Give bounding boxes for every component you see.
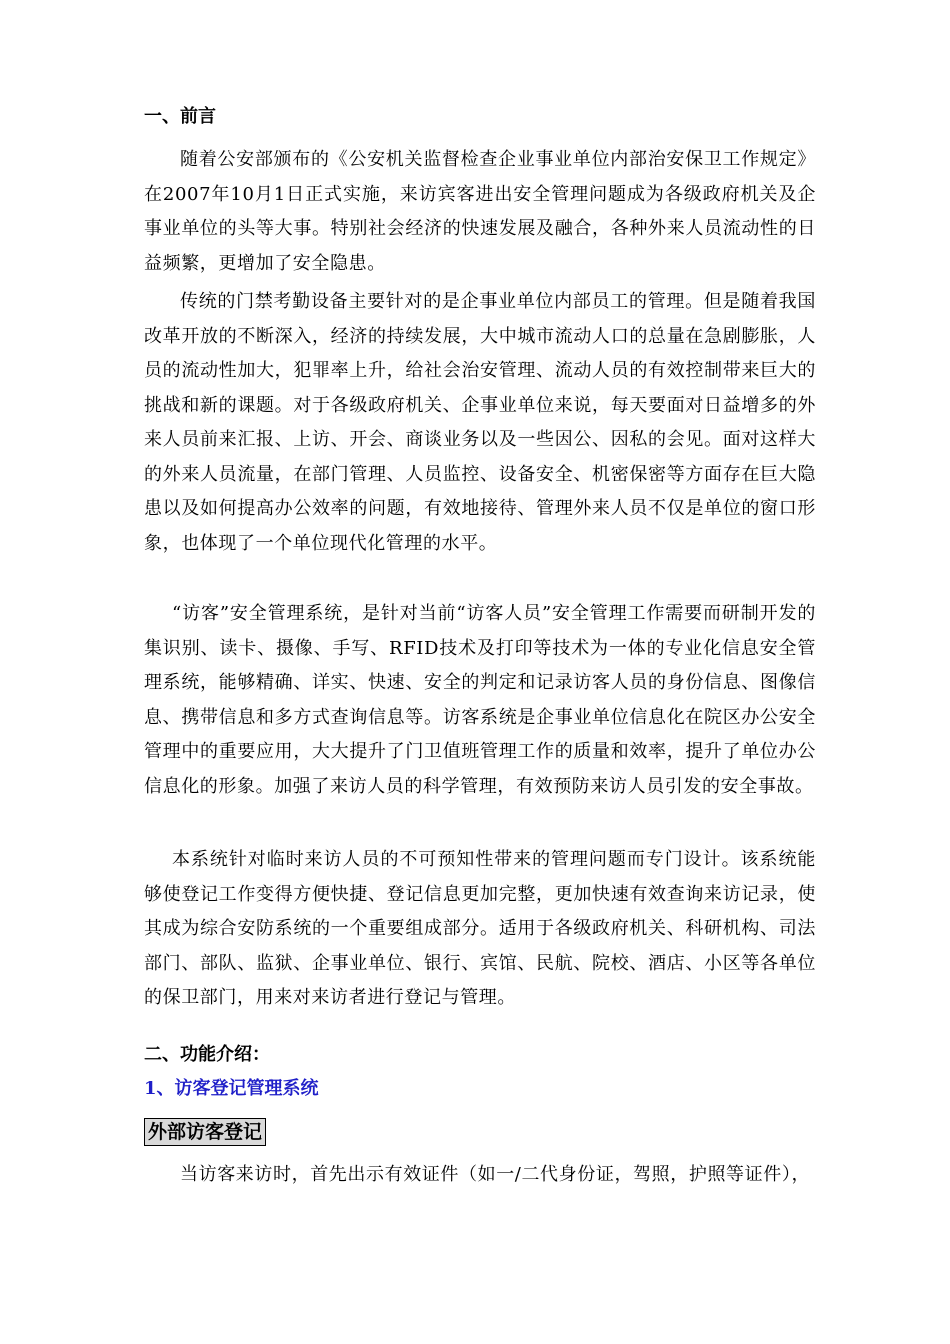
paragraph-preface-4: 本系统针对临时来访人员的不可预知性带来的管理问题而专门设计。该系统能够使登记工作变得方便快捷、登记信息更加完整，更加快速有效查询来访记录，使其成为综合安防系统的一个重要组成部分。适用于各级政府机关、科研机构、司法部门、部队、监狱、企事业单位、银行、宾馆、民航、院校、酒店、小区等各单位的保卫部门，用来对来访者进行登记与管理。 <box>144 849 816 1008</box>
section-title-features: 二、功能介绍： <box>144 1044 270 1065</box>
subsection-title-visitor-registration: 1、访客登记管理系统 <box>144 1078 319 1099</box>
paragraph-visitor-procedure: 当访客来访时，首先出示有效证件（如一/二代身份证，驾照，护照等证件）， <box>180 1164 811 1185</box>
paragraph-preface-1: 随着公安部颁布的《公安机关监督检查企业事业单位内部治安保卫工作规定》在2007年10月1日正式实施，来访宾客进出安全管理问题成为各级政府机关及企事业单位的头等大事。特别社会经济的快速发展及融合，各种外来人员流动性的日益频繁，更增加了安全隐患。 <box>144 149 816 274</box>
section-title-preface: 一、前言 <box>144 106 216 127</box>
paragraph-preface-2: 传统的门禁考勤设备主要针对的是企事业单位内部员工的管理。但是随着我国改革开放的不断深入，经济的持续发展，大中城市流动人口的总量在急剧膨胀，人员的流动性加大，犯罪率上升，给社会治安管理、流动人员的有效控制带来巨大的挑战和新的课题。对于各级政府机关、企事业单位来说，每天要面对日益增多的外来人员前来汇报、上访、开会、商谈业务以及一些因公、因私的会见。面对这样大的外来人员流量，在部门管理、人员监控、设备安全、机密保密等方面存在巨大隐患以及如何提高办公效率的问题，有效地接待、管理外来人员不仅是单位的窗口形象，也体现了一个单位现代化管理的水平。 <box>144 291 816 554</box>
paragraph-preface-3: “访客”安全管理系统，是针对当前“访客人员”安全管理工作需要而研制开发的集识别、读卡、摄像、手写、RFID技术及打印等技术为一体的专业化信息安全管理系统，能够精确、详实、快速、安全的判定和记录访客人员的身份信息、图像信息、携带信息和多方式查询信息等。访客系统是企事业单位信息化在院区办公安全管理中的重要应用，大大提升了门卫值班管理工作的质量和效率，提升了单位办公信息化的形象。加强了来访人员的科学管理，有效预防来访人员引发的安全事故。 <box>144 603 816 797</box>
boxed-label-external-visitor: 外部访客登记 <box>144 1118 266 1146</box>
